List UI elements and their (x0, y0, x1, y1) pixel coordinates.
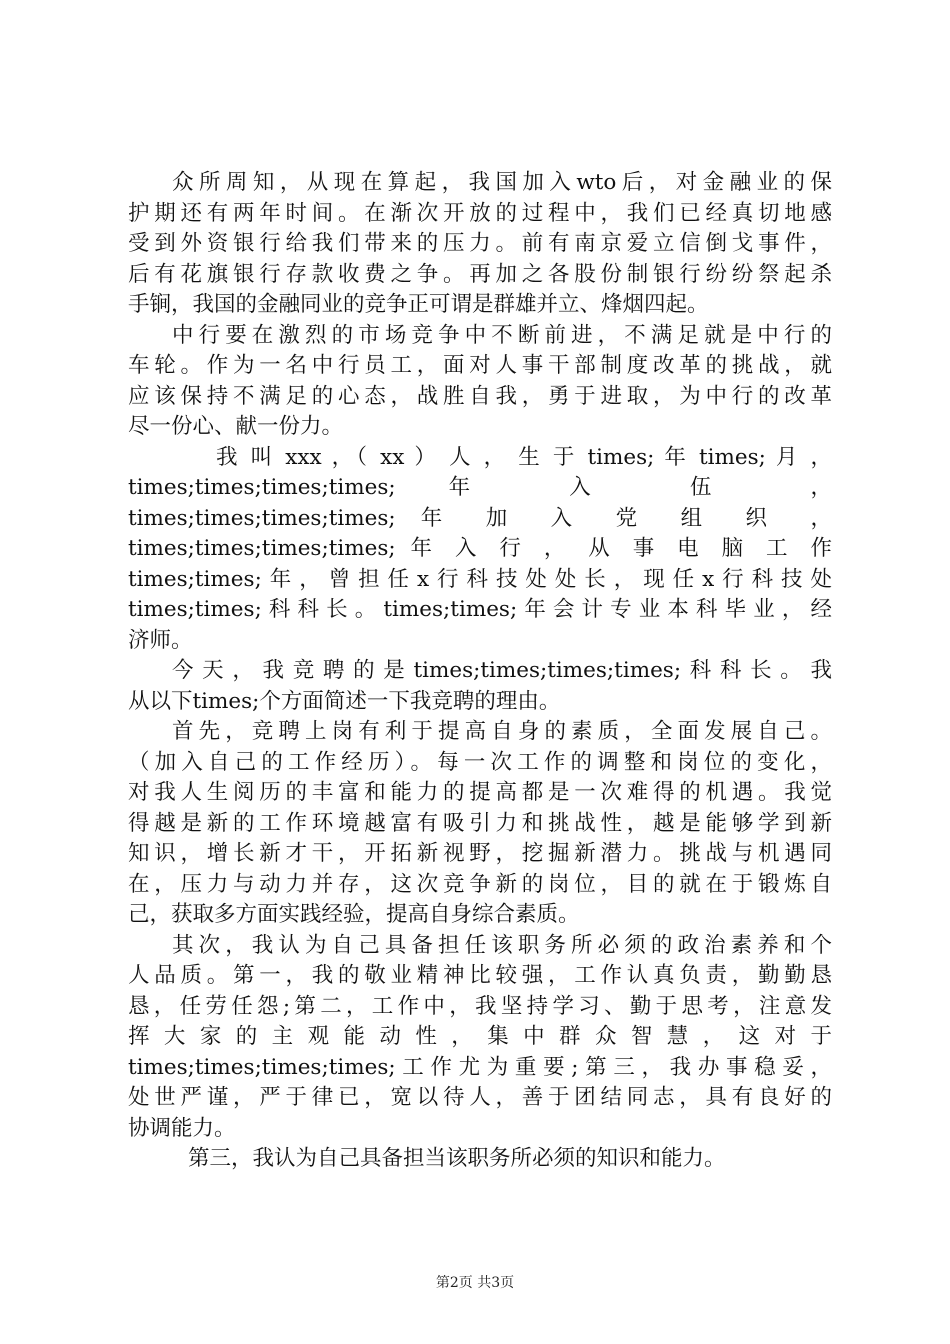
text-line: 其次，我认为自己具备担任该职务所必须的政治素养和个 (172, 932, 832, 958)
text-line: 第三，我认为自己具备担当该职务所必须的知识和能力。 (188, 1146, 726, 1171)
text-line: 我 叫 xxx ，（ xx ） 人 ， 生 于 times; 年 times; 月 ， (216, 444, 832, 470)
text-line: times;times;times;times;工作尤为重要;第三，我办事稳妥， (128, 1054, 832, 1080)
text-line: 己，获取多方面实践经验，提高自身综合素质。 (128, 902, 580, 927)
text-line: times;times;年，曾担任x行科技处处长，现任x行科技处 (128, 566, 832, 592)
text-line: 尽一份心、献一份力。 (128, 414, 344, 439)
text-line: 中行要在激烈的市场竞争中不断前进，不满足就是中行的 (172, 322, 832, 348)
text-line: 首先，竞聘上岗有利于提高自身的素质，全面发展自己。 (172, 719, 832, 744)
text-line: 在，压力与动力并存，这次竞争新的岗位，目的就在于锻炼自 (128, 871, 832, 897)
text-line: 协调能力。 (128, 1115, 236, 1141)
text-line: 从以下times;个方面简述一下我竞聘的理由。 (128, 688, 561, 714)
text-line: 挥 大 家 的 主 观 能 动 性 ， 集 中 群 众 智 慧 ， 这 对 于 (128, 1024, 832, 1049)
text-line: times;times;科科长。times;times;年会计专业本科毕业，经 (128, 597, 832, 622)
text-line: 车轮。作为一名中行员工，面对人事干部制度改革的挑战，就 (128, 353, 832, 378)
text-line: 众所周知，从现在算起，我国加入wto后，对金融业的保 (172, 170, 832, 195)
text-line: times;times;times;times; 年 入 伍 ， (128, 475, 832, 500)
text-line: 受到外资银行给我们带来的压力。前有南京爱立信倒戈事件， (128, 231, 832, 256)
text-line: 护期还有两年时间。在渐次开放的过程中，我们已经真切地感 (128, 200, 832, 226)
text-line: 济师。 (128, 627, 193, 653)
text-line: 得越是新的工作环境越富有吸引力和挑战性，越是能够学到新 (128, 810, 832, 836)
text-line: 今天，我竞聘的是times;times;times;times;科科长。我 (172, 658, 832, 683)
document-body (128, 168, 832, 1175)
text-line: 人品质。第一，我的敬业精神比较强，工作认真负责，勤勤恳 (128, 963, 832, 988)
text-line: 恳，任劳任怨;第二，工作中，我坚持学习、勤于思考，注意发 (128, 993, 832, 1019)
text-line: 手锏，我国的金融同业的竞争正可谓是群雄并立、烽烟四起。 (128, 292, 709, 317)
text-line: 处世严谨，严于律已，宽以待人，善于团结同志，具有良好的 (128, 1085, 832, 1110)
text-line: times;times;times;times; 年 加 入 党 组 织 ， (128, 505, 832, 531)
text-line: 后有花旗银行存款收费之争。再加之各股份制银行纷纷祭起杀 (128, 261, 832, 287)
text-line: （加入自己的工作经历）。每一次工作的调整和岗位的变化， (128, 749, 832, 775)
text-line: 对我人生阅历的丰富和能力的提高都是一次难得的机遇。我觉 (128, 780, 832, 805)
text-line: times;times;times;times; 年 入 行 ， 从 事 电 脑 工 作 (128, 536, 832, 561)
text-line: 应该保持不满足的心态，战胜自我，勇于进取，为中行的改革 (128, 383, 832, 409)
page-number-footer: 第2页 共3页 (435, 1275, 515, 1291)
text-line: 知识，增长新才干，开拓新视野，挖掘新潜力。挑战与机遇同 (128, 841, 832, 866)
